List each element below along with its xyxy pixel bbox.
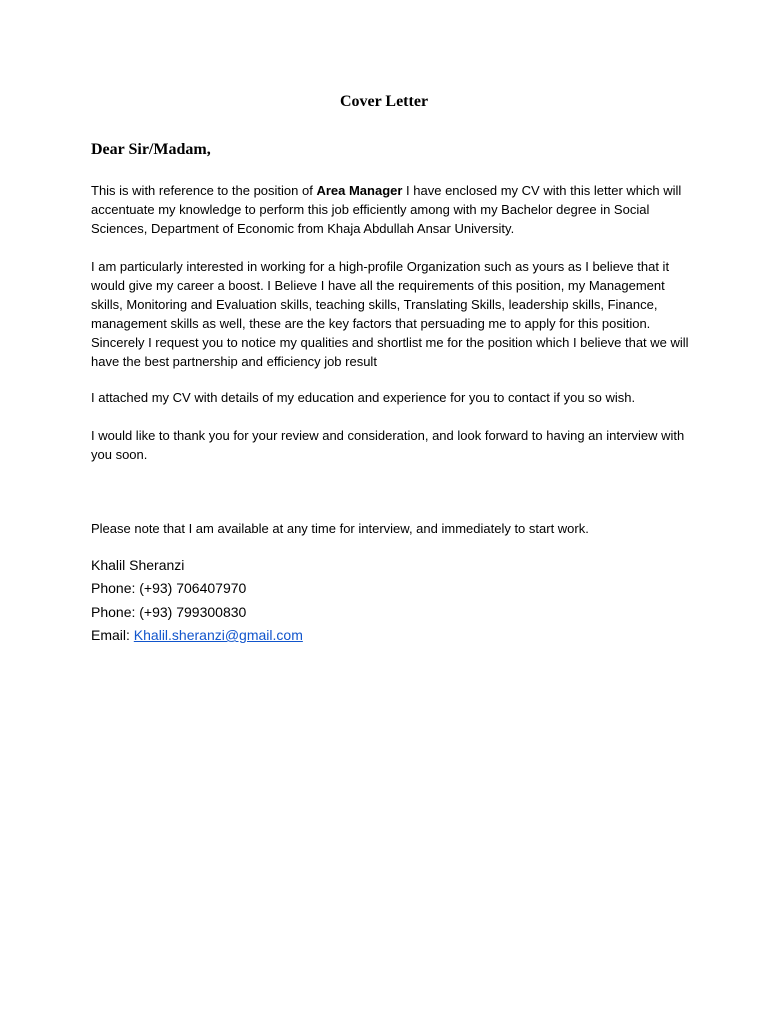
signature-name: Khalil Sheranzi [91,557,185,573]
phone-number: (+93) 706407970 [139,580,247,596]
paragraph-text: I have enclosed my CV with this letter which will accentuate my knowledge to perform this job efficiently among with my Bachelor degree in Social Sciences, Department of Economic from Khaja Abdullah Ansar University. [91,183,682,236]
email-link[interactable]: Khalil.sheranzi@gmail.com [133,627,303,643]
signature-phone-1 [91,578,246,598]
page-title: Cover Letter [339,93,429,110]
email-label: Email: [91,627,134,643]
paragraph-thanks: I would like to thank you for your review and consideration, and look forward to having an interview with you soon. [91,428,685,462]
phone-number: (+93) 799300830 [139,604,247,620]
paragraph-availability: Please note that I am available at any time for interview, and immediately to start work. [91,521,589,536]
phone-label: Phone: [91,604,140,620]
paragraph-position-reference [91,181,691,238]
paragraph-text: This is with reference to the position of [91,183,317,198]
phone-label: Phone: [91,580,140,596]
signature-phone-2 [91,602,246,622]
paragraph-interest: I am particularly interested in working for a high-profile Organization such as yours as I believe that it would give my career a boost. I Believe I have all the requirements of this position, my Management skills, Monitoring and Evaluation skills, teaching skills, Translating Skills, leadership skills, Finance, management skills as well, these are the key factors that persuading me to apply for this position. Sincerely I request you to notice my qualities and shortlist me for the position which I believe that we will have the best partnership and efficiency job result [91,259,689,369]
paragraph-cv-attached: I attached my CV with details of my education and experience for you to contact if you so wish. [91,390,636,405]
salutation: Dear Sir/Madam, [91,141,211,158]
position-name: Area Manager [316,183,403,198]
signature-email [91,625,303,645]
